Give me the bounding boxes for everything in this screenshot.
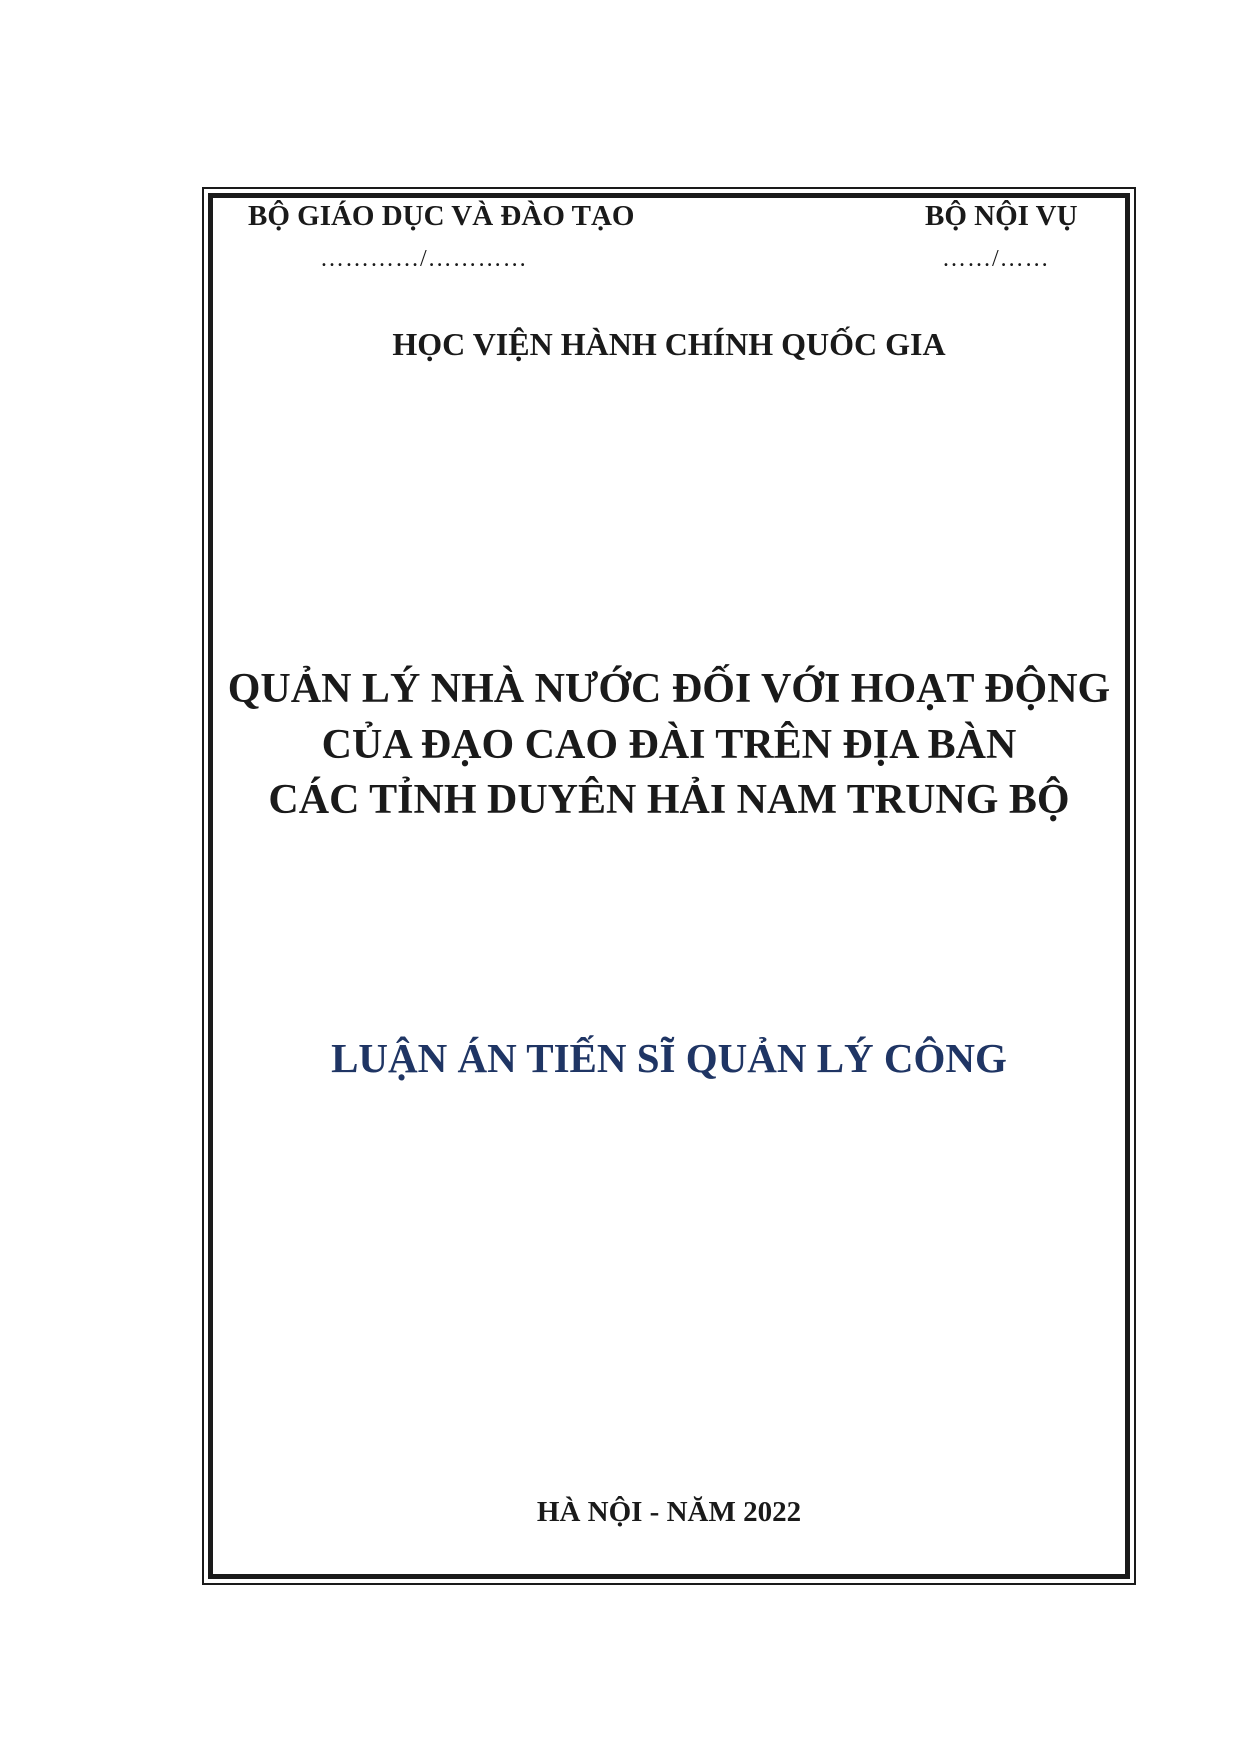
academy-name: HỌC VIỆN HÀNH CHÍNH QUỐC GIA [392, 326, 946, 362]
ministry-right-name: BỘ NỘI VỤ [925, 200, 1078, 232]
thesis-title-line-1: QUẢN LÝ NHÀ NƯỚC ĐỐI VỚI HOẠT ĐỘNG [227, 666, 1111, 712]
page-border-inner [208, 193, 1130, 1579]
place-and-year: HÀ NỘI - NĂM 2022 [536, 1496, 802, 1528]
ministry-right-number: ……/…… [942, 246, 1050, 272]
ministry-left-name: BỘ GIÁO DỤC VÀ ĐÀO TẠO [248, 200, 635, 232]
thesis-title-line-3: CÁC TỈNH DUYÊN HẢI NAM TRUNG BỘ [268, 777, 1070, 823]
ministry-left-number: …………/………… [320, 246, 528, 272]
thesis-title-line-2: CỦA ĐẠO CAO ĐÀI TRÊN ĐỊA BÀN [321, 722, 1017, 768]
degree-type: LUẬN ÁN TIẾN SĨ QUẢN LÝ CÔNG [331, 1035, 1007, 1081]
